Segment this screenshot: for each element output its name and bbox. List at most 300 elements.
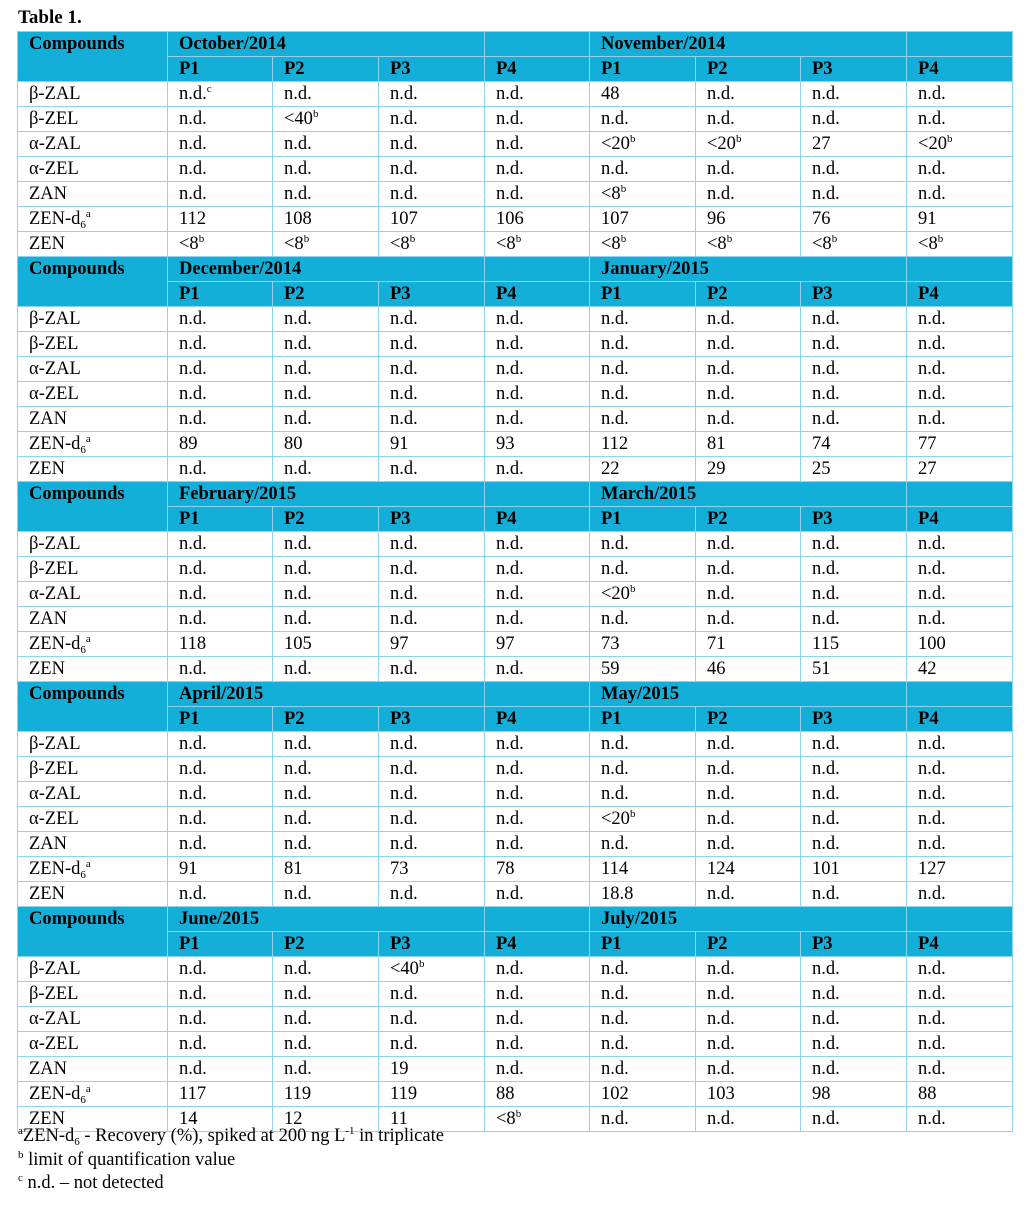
table-cell [907,807,1013,832]
table-cell [801,532,907,557]
cell-value: β-ZEL [29,559,79,579]
table-cell [907,607,1013,632]
table-row [18,757,1013,782]
cell-value: <8 [390,234,410,254]
cell-value: n.d. [812,1059,840,1079]
cell-value: α-ZAL [29,584,81,604]
table-cell [485,457,590,482]
table-cell [379,532,485,557]
compound-name [18,982,168,1007]
table-row [18,357,1013,382]
table-cell [590,207,696,232]
compound-name [18,332,168,357]
cell-value: n.d. [812,334,840,354]
cell-value: n.d. [496,809,524,829]
table-cell [590,607,696,632]
cell-value: n.d. [179,609,207,629]
cell-value: n.d. [812,809,840,829]
cell-value: <40 [284,109,313,129]
table-cell [696,757,801,782]
cell-value: n.d. [496,109,524,129]
footnote-mark: b [409,233,416,245]
cell-value: n.d. [390,559,418,579]
table-cell [907,207,1013,232]
month-left: June/2015 [168,907,485,932]
cell-value: ZAN [29,834,68,854]
table-cell [485,532,590,557]
cell-value: n.d. [707,84,735,104]
cell-value: α-ZAL [29,784,81,804]
compound-name [18,1082,168,1107]
table-cell [696,1032,801,1057]
table-cell [590,782,696,807]
cell-value: n.d. [284,959,312,979]
table-cell [696,432,801,457]
cell-value: n.d. [601,559,629,579]
cell-value: n.d. [284,1034,312,1054]
table-cell [696,807,801,832]
point-label: P1 [168,282,273,307]
cell-value: n.d. [918,359,946,379]
month-right: November/2014 [590,32,907,57]
cell-value: n.d. [390,884,418,904]
table-cell [590,1107,696,1132]
footnote-mark: b [198,233,205,245]
cell-value: 115 [812,634,840,654]
cell-value: n.d. [601,1034,629,1054]
table-row [18,307,1013,332]
table-cell [273,632,379,657]
cell-value: n.d. [812,759,840,779]
cell-value: n.d. [496,834,524,854]
month-header-row [18,482,1013,507]
table-cell [379,1057,485,1082]
cell-value: n.d. [496,1034,524,1054]
table-cell [379,1007,485,1032]
table-cell [168,632,273,657]
cell-value: n.d. [707,884,735,904]
table-row [18,807,1013,832]
table-cell [907,757,1013,782]
footnote-text: limit of quantification value [23,1149,236,1170]
table-cell [907,307,1013,332]
cell-value: n.d. [918,959,946,979]
table-cell [273,157,379,182]
table-cell [273,807,379,832]
cell-value: n.d. [496,534,524,554]
cell-value: 103 [707,1084,735,1104]
cell-value: 88 [918,1084,937,1104]
table-cell [168,407,273,432]
point-label: P4 [485,707,590,732]
cell-value: n.d. [812,584,840,604]
cell-value: n.d. [390,1009,418,1029]
table-cell [485,1057,590,1082]
point-label: P3 [801,707,907,732]
table-cell [590,582,696,607]
table-cell [168,557,273,582]
table-cell [696,782,801,807]
table-cell [801,807,907,832]
table-cell [273,1007,379,1032]
table-cell [590,382,696,407]
point-label: P2 [273,932,379,957]
cell-value: α-ZEL [29,159,79,179]
point-label: P2 [696,507,801,532]
month-header-row [18,32,1013,57]
point-label: P4 [907,932,1013,957]
cell-value: n.d. [601,159,629,179]
table-cell [801,1032,907,1057]
cell-value: n.d. [284,759,312,779]
cell-value: n.d. [284,534,312,554]
table-cell [590,1057,696,1082]
point-label: P1 [590,707,696,732]
table-cell [379,382,485,407]
table-row [18,1007,1013,1032]
table-cell [485,407,590,432]
table-cell [379,1032,485,1057]
cell-value: n.d. [390,159,418,179]
footnote-mark: b [937,233,944,245]
table-cell [590,832,696,857]
cell-value: n.d. [496,159,524,179]
table-cell [379,157,485,182]
table-cell [379,857,485,882]
table-cell [273,882,379,907]
cell-value: 76 [812,209,831,229]
cell-value: n.d. [601,959,629,979]
cell-value: n.d. [390,584,418,604]
table-cell [168,807,273,832]
table-body [18,32,1013,1132]
table-cell [590,732,696,757]
cell-value: n.d. [179,759,207,779]
table-cell [801,882,907,907]
cell-value: <20 [918,134,947,154]
cell-value: 119 [390,1084,418,1104]
table-cell [485,357,590,382]
cell-value: 124 [707,859,735,879]
cell-value: 101 [812,859,840,879]
cell-value: n.d. [918,334,946,354]
table-cell [907,832,1013,857]
table-row [18,582,1013,607]
month-left: April/2015 [168,682,485,707]
table-cell [907,982,1013,1007]
table-row [18,182,1013,207]
table-cell [801,657,907,682]
table-cell [801,357,907,382]
table-cell [590,157,696,182]
cell-value: 81 [284,859,303,879]
cell-value: ZEN-d [29,859,81,879]
table-cell [379,807,485,832]
cell-value: n.d. [707,734,735,754]
cell-value: 27 [812,134,831,154]
table-cell [590,232,696,257]
cell-value: n.d. [496,584,524,604]
table-cell [485,982,590,1007]
cell-value: n.d. [812,884,840,904]
table-cell [590,182,696,207]
cell-value: n.d. [390,659,418,679]
table-cell [485,307,590,332]
cell-value: β-ZAL [29,959,81,979]
cell-value: 107 [390,209,418,229]
table-cell [801,157,907,182]
compound-name [18,182,168,207]
table-cell [168,782,273,807]
table-cell [273,657,379,682]
month-header-row [18,257,1013,282]
table-cell [379,1082,485,1107]
footnote-b [18,1149,444,1173]
cell-value: n.d. [390,384,418,404]
table-row [18,107,1013,132]
footnotes [18,1125,444,1196]
table-cell [801,732,907,757]
cell-value: n.d. [707,384,735,404]
table-cell [590,407,696,432]
table-cell [590,657,696,682]
table-cell [379,332,485,357]
cell-value: n.d. [707,834,735,854]
cell-value: 97 [390,634,409,654]
table-cell [801,432,907,457]
cell-value: n.d. [496,384,524,404]
table-row [18,832,1013,857]
cell-value: n.d. [918,1009,946,1029]
table-caption: Table 1. [18,7,82,28]
table-cell [590,632,696,657]
table-cell [696,157,801,182]
point-label: P4 [485,507,590,532]
cell-value: <20 [601,584,630,604]
cell-value: α-ZAL [29,359,81,379]
table-cell [696,1057,801,1082]
cell-value: n.d. [812,1034,840,1054]
cell-value: n.d. [496,1059,524,1079]
cell-value: n.d. [496,359,524,379]
table-row [18,432,1013,457]
table-row [18,657,1013,682]
cell-value: n.d. [179,159,207,179]
table-cell [696,332,801,357]
cell-value: 25 [812,459,831,479]
table-cell [590,882,696,907]
table-cell [907,357,1013,382]
table-cell [801,457,907,482]
cell-value: n.d. [918,884,946,904]
table-cell [801,232,907,257]
table-cell [801,1082,907,1107]
cell-value: 18.8 [601,884,634,904]
table-row [18,857,1013,882]
table-cell [907,582,1013,607]
point-label: P1 [168,507,273,532]
table-cell [907,857,1013,882]
compound-name [18,107,168,132]
table-row [18,132,1013,157]
table-cell [907,882,1013,907]
table-cell [696,532,801,557]
cell-value: <8 [601,234,621,254]
cell-value: 88 [496,1084,515,1104]
cell-value: n.d. [601,384,629,404]
cell-value: ZEN [29,1109,65,1129]
footnote-mark: b [735,133,742,145]
cell-value: <20 [707,134,736,154]
cell-value: n.d. [918,384,946,404]
footnote-mark: c [206,83,212,95]
table-cell [379,132,485,157]
table-cell [485,132,590,157]
cell-value: <8 [707,234,727,254]
compound-name [18,782,168,807]
cell-value: n.d. [284,84,312,104]
cell-value: n.d. [284,459,312,479]
cell-value: n.d. [707,109,735,129]
cell-value: ZEN-d [29,434,81,454]
table-cell [168,357,273,382]
cell-value: 22 [601,459,620,479]
cell-value: 80 [284,434,303,454]
table-cell [168,307,273,332]
table-cell [379,207,485,232]
cell-value: n.d. [179,359,207,379]
cell-value: n.d. [390,984,418,1004]
table-cell [379,982,485,1007]
cell-value: n.d. [496,334,524,354]
compound-name [18,832,168,857]
compounds-header: Compounds [18,907,168,957]
table-cell [907,557,1013,582]
table-cell [485,557,590,582]
table-cell [485,882,590,907]
cell-value: 102 [601,1084,629,1104]
table-cell [273,1032,379,1057]
point-label: P1 [168,57,273,82]
cell-value: n.d. [496,609,524,629]
cell-value: β-ZEL [29,984,79,1004]
table-cell [168,1082,273,1107]
table-cell [168,107,273,132]
cell-value: n.d. [284,984,312,1004]
cell-value: n.d. [179,559,207,579]
point-label: P1 [168,932,273,957]
table-cell [168,332,273,357]
table-cell [907,432,1013,457]
cell-value: n.d. [390,609,418,629]
cell-value: 118 [179,634,207,654]
table-cell [485,382,590,407]
cell-value: n.d. [707,359,735,379]
table-cell [907,107,1013,132]
table-cell [907,657,1013,682]
table-cell [273,382,379,407]
cell-value: α-ZEL [29,809,79,829]
point-label: P3 [379,57,485,82]
cell-value: n.d. [390,834,418,854]
month-right: January/2015 [590,257,907,282]
table-cell [696,557,801,582]
table-cell [168,607,273,632]
table-row [18,407,1013,432]
table-cell [590,1007,696,1032]
footnote-text: n.d. – not detected [22,1173,164,1193]
table-row [18,732,1013,757]
cell-value: ZEN-d [29,634,81,654]
cell-value: 91 [179,859,198,879]
cell-value: n.d. [918,984,946,1004]
footnote-mark: a [85,858,91,870]
cell-value: <20 [601,134,630,154]
cell-value: <8 [812,234,832,254]
cell-value: n.d. [390,409,418,429]
cell-value: α-ZEL [29,1034,79,1054]
table-row [18,882,1013,907]
table-cell [801,832,907,857]
cell-value: n.d. [601,734,629,754]
cell-value: n.d. [179,784,207,804]
table-cell [273,557,379,582]
table-cell [590,1032,696,1057]
table-cell [801,1057,907,1082]
cell-value: 27 [918,459,937,479]
table-cell [273,732,379,757]
header-cell-empty [907,682,1013,707]
cell-value: ZAN [29,409,68,429]
cell-value: 108 [284,209,312,229]
cell-value: n.d. [390,334,418,354]
compound-name [18,957,168,982]
table-cell [273,107,379,132]
footnote-mark: c [18,1172,23,1184]
cell-value: n.d. [179,309,207,329]
table-cell [379,757,485,782]
cell-value: n.d. [918,84,946,104]
table-cell [696,982,801,1007]
table-cell [696,732,801,757]
table-cell [273,182,379,207]
cell-value: <8 [601,184,621,204]
table-row [18,557,1013,582]
point-label: P3 [801,282,907,307]
table-cell [907,157,1013,182]
table-cell [801,207,907,232]
cell-value: <8 [918,234,938,254]
cell-value: n.d. [918,609,946,629]
cell-value: 96 [707,209,726,229]
cell-value: 112 [179,209,207,229]
cell-value: n.d. [179,959,207,979]
cell-value: 89 [179,434,198,454]
table-cell [696,957,801,982]
cell-value: 100 [918,634,946,654]
compounds-header: Compounds [18,32,168,82]
cell-value: n.d. [496,884,524,904]
table-cell [907,232,1013,257]
table-cell [168,457,273,482]
table-cell [696,207,801,232]
point-header-row [18,282,1013,307]
table-row [18,632,1013,657]
cell-value: n.d. [179,84,207,104]
compound-name [18,607,168,632]
cell-value: <8 [496,1109,516,1129]
compound-name [18,657,168,682]
